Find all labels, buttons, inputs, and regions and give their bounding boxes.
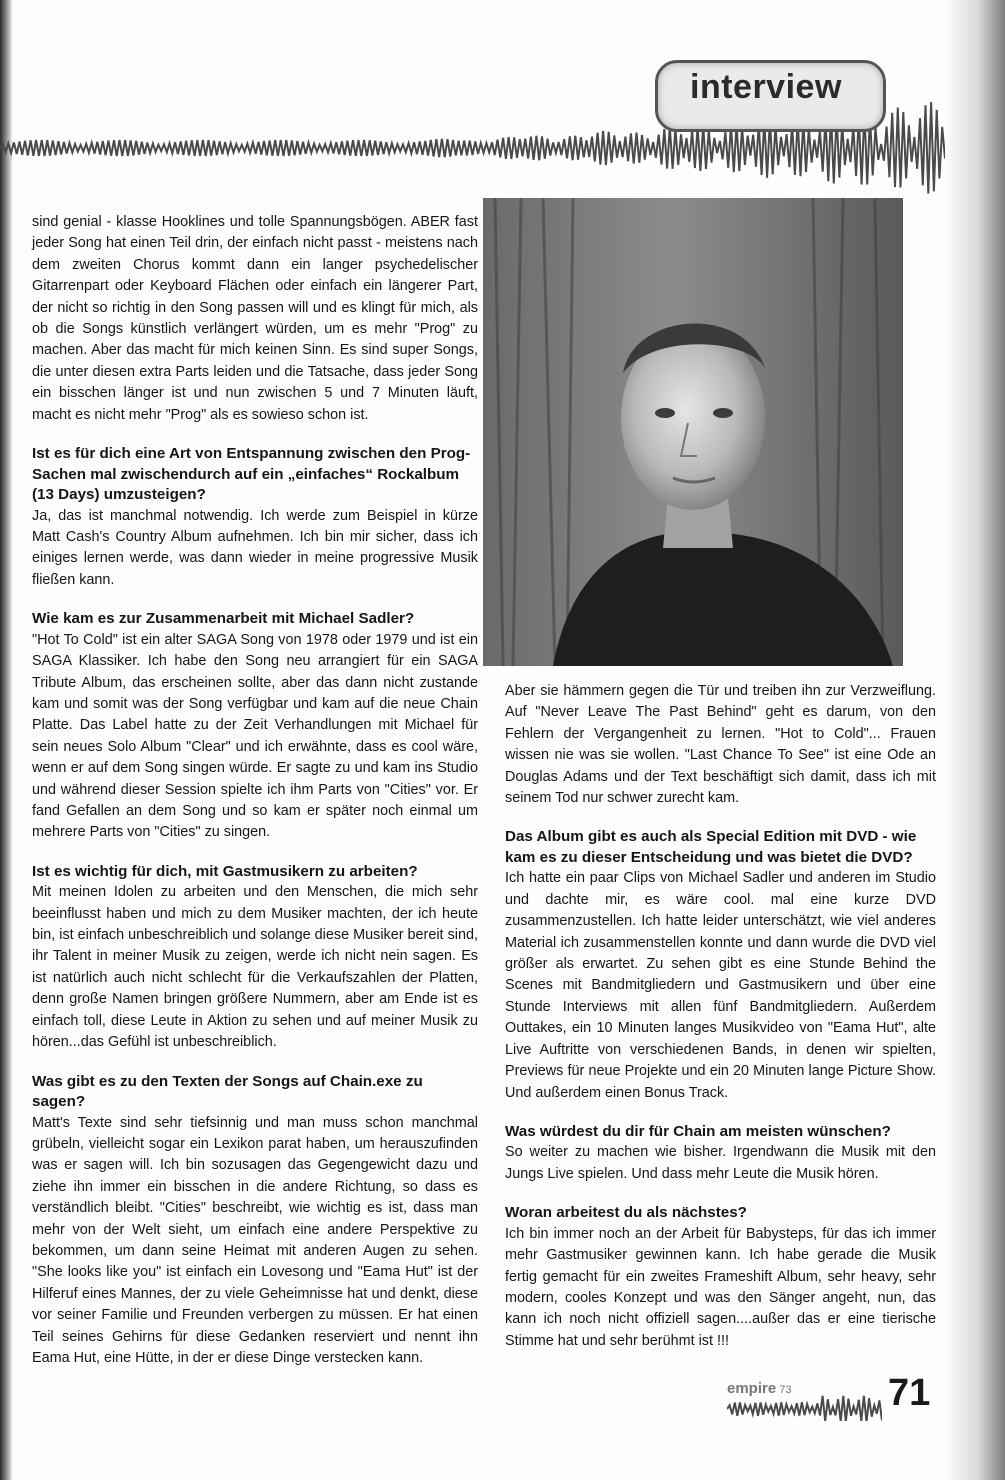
answer-paragraph: So weiter zu machen wie bisher. Irgendwann die Musik mit den Jungs Live spielen. Und dass mehr Leute die Musik hören. [505, 1144, 936, 1182]
article-column-left [32, 212, 478, 1387]
answer-paragraph: Ja, das ist manchmal notwendig. Ich werde zum Beispiel in kürze Matt Cash's Country Album aufnehmen. Ich bin mir sicher, dass ich einiges lernen werde, was dann wieder in meine progressive Musik fließen kann. [32, 507, 478, 588]
answer-paragraph: Ich hatte ein paar Clips von Michael Sadler und anderen im Studio und dachte mir, es wäre cool. mal eine kurze DVD zusammenzustellen. Ich hatte leider unterschätzt, wie viel anderes Material ich zusammenstellen konnte und dann wurde die DVD viel größer als erwartet. Zu sehen gibt es eine Stunde Behind the Scenes mit Bandmitgliedern und Gastmusikern und über eine Stunde Interviews mit allen fünf Bandmitgliedern. Außerdem Outtakes, ein 10 Minuten langes Musikvideo von "Eama Hut", alte Live Auftritte von verschiedenen Bands, in denen wir spielten, Previews für neue Projekte und ein 20 Minuten lange Picture Show. Und außerdem einen Bonus Track. [505, 870, 936, 1101]
magazine-name: empire [727, 1380, 777, 1397]
question-heading: Woran arbeitest du als nächstes? [505, 1204, 747, 1222]
continuation-paragraph: Aber sie hämmern gegen die Tür und treiben ihn zur Verzweiflung. Auf "Never Leave The Past Behind" geht es darum, von den Fehlern der Vergangenheit zu lernen. "Hot to Cold"... Frauen wissen nie was sie wollen. "Last Chance To See" ist eine Ode an Douglas Adams und der Text beschäftigt sich damit, dass ich mit seinem Tod nur schwer zurecht kam. [505, 683, 936, 807]
question-heading: Was würdest du dir für Chain am meisten wünschen? [505, 1122, 891, 1140]
section-label: interview [690, 68, 842, 106]
question-heading: Wie kam es zur Zusammenarbeit mit Michael Sadler? [32, 610, 415, 628]
issue-number: 73 [779, 1384, 792, 1396]
portrait-photo [483, 198, 903, 666]
qa-block [505, 827, 936, 1103]
answer-paragraph: Matt's Texte sind sehr tiefsinnig und man muss schon manchmal grübeln, vielleicht sogar ein Lexikon parat haben, um herauszufinden was er sagen will. Ich bin sozusagen das Gegengewicht dazu und ziehe ihn immer ein bisschen in die andere Richtung, so dass es verständlich bleibt. "Cities" beschreibt, wie wichtig es ist, dass man mehr von der Welt sieht, um einfach eine andere Perspektive zu bekommen, um dann seine Heimat mit anderen Augen zu sehen. "She looks like you" ist einfach ein Lovesong und "Eama Hut" ist der Hilferuf eines Mannes, der zu viele Geheimnisse hat und denkt, diese vor seiner Familie und Freunden verbergen zu müssen. Er hat einen Teil seines Gehirns für diese Gedanken reserviert und nennt ihn Eama Hut, eine Hütte, in der er diese Dinge verstecken kann. [32, 1114, 478, 1366]
intro-paragraph: sind genial - klasse Hooklines und tolle Spannungsbögen. ABER fast jeder Song hat einen Teil drin, der einfach nicht passt - meistens nach dem zweiten Chorus kommt dann ein langer psychedelischer Gitarrenpart oder Keyboard Flächen oder einfach ein längerer Part, der nicht so richtig in den Song passen will und es klingt für mich, als ob die Songs künstlich verlängert würden, um es mehr "Prog" zu machen. Aber das macht für mich keinen Sinn. Es sind super Songs, die unter diesen extra Parts leiden und die Tatsache, dass jeder Song ein bisschen länger ist und nun zwischen 5 und 7 Minuten läuft, macht es nicht mehr "Prog" als es sowieso schon ist. [32, 214, 478, 423]
page-spine-shadow [0, 0, 12, 1480]
qa-block [505, 1203, 936, 1352]
answer-paragraph: "Hot To Cold" ist ein alter SAGA Song von 1978 oder 1979 und ist ein SAGA Klassiker. Ich habe den Song neu arrangiert für ein SAGA Tribute Album, das erscheinen sollte, aber das dann nicht zustande kam und somit was der Song verfügbar und kam auf die neue Chain Platte. Das Label hatte zu der Zeit Verhandlungen mit Michael für sein neues Solo Album "Clear" und ich erwähnte, dass es cool wäre, wenn er auf dem Song singen würde. Er sagte zu und kam ins Studio und während dieser Session spielte ich ihm Parts von "Cities" vor. Er fand Gefallen an dem Song und so kam er später noch einmal um mehrere Parts von "Cities" zu singen. [32, 631, 478, 841]
qa-block [32, 444, 478, 591]
question-heading: Was gibt es zu den Texten der Songs auf Chain.exe zu sagen? [32, 1072, 423, 1110]
qa-block [32, 609, 478, 844]
answer-paragraph: Ich bin immer noch an der Arbeit für Babysteps, für das ich immer mehr Gastmusiker gewinnen kann. Ich habe gerade die Musik fertig gemacht für ein zweites Frameshift Album, sehr heavy, sehr modern, cooles Konzept und was den Sänger angeht, nun, das kann ich noch nicht offiziell sagen....außer das er eine tierische Stimme hat und sehr berühmt ist !!! [505, 1225, 936, 1349]
article-column-right [505, 681, 936, 1370]
footer-waveform-graphic [727, 1395, 882, 1421]
question-heading: Das Album gibt es auch als Special Edition mit DVD - wie kam es zu dieser Entscheidung und was bietet die DVD? [505, 828, 917, 866]
qa-block [32, 862, 478, 1054]
question-heading: Ist es wichtig für dich, mit Gastmusikern zu arbeiten? [32, 862, 418, 880]
page-number: 71 [888, 1372, 931, 1414]
answer-paragraph: Mit meinen Idolen zu arbeiten und den Menschen, die mich sehr beeinflusst haben und mich zu dem Musiker machten, der ich heute bin, ist einfach unbeschreiblich und solange diese Musiker bereit sind, ihr Talent in meiner Musik zu zeigen, werde ich nicht nein sagen. Es ist natürlich auch nicht schlecht für die Verkaufszahlen der Platten, denn große Namen bringen größere Nummern, aber am Ende ist es einfach toll, diese Leute in Aktion zu sehen und auf meiner Musik zu hören...das Gefühl ist unbeschreiblich. [32, 884, 478, 1051]
qa-block [505, 1122, 936, 1185]
question-heading: Ist es für dich eine Art von Entspannung zwischen den Prog-Sachen mal zwischendurch auf ein „einfaches“ Rockalbum (13 Days) umzusteigen? [32, 445, 471, 504]
qa-block [32, 1072, 478, 1370]
page-edge-shadow [945, 0, 1005, 1480]
